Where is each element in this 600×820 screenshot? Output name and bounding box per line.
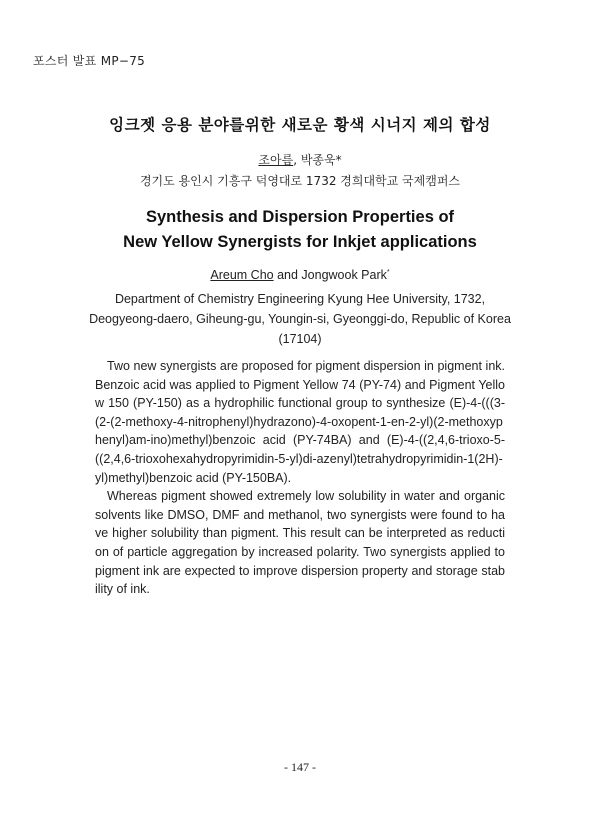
english-title-line-1: Synthesis and Dispersion Properties of — [145, 208, 455, 226]
english-affiliation — [80, 289, 520, 349]
english-title — [0, 205, 600, 255]
english-affiliation-line-2: Deogyeong-daero, Giheung-gu, Youngin-si, Gyeonggi-do, Republic of Korea — [89, 312, 511, 326]
english-title-line-2: New Yellow Synergists for Inkjet applications — [123, 233, 477, 251]
korean-authors — [0, 151, 600, 168]
corresponding-author-mark: * — [386, 268, 390, 276]
abstract — [95, 357, 505, 599]
english-coauthors: and Jongwook Park — [273, 268, 387, 282]
english-authors — [0, 268, 600, 282]
korean-coauthors: , 박종욱* — [293, 153, 342, 167]
english-presenter-name: Areum Cho — [210, 268, 274, 282]
korean-presenter-name: 조아름 — [258, 153, 294, 167]
poster-label: 포스터 발표 MP−75 — [33, 54, 146, 68]
korean-title: 잉크젯 응용 분야를위한 새로운 황색 시너지 제의 합성 — [109, 116, 491, 134]
english-affiliation-line-3: (17104) — [278, 332, 322, 346]
abstract-paragraph-2: Whereas pigment showed extremely low solubility in water and organic solvents like DMSO, DMF and methanol, two synergists were found to have higher solubility than pigment. This result can be interpreted as reduction of particle aggregation by increased polarity. Two synergists applied to pigment ink are expected to improve dispersion property and storage stability of ink. — [95, 489, 505, 597]
page-number: - 147 - — [284, 760, 316, 774]
abstract-paragraph-1: Two new synergists are proposed for pigment dispersion in pigment ink. Benzoic acid was applied to Pigment Yellow 74 (PY-74) and Pigment Yellow 150 (PY-150) as a hydrophilic functional group to synthesize (E)-4-(((3-(2-(2-methoxy-4-nitrophenyl)hydrazono)-4-oxopent-1-en-2-yl)(2-methoxyphenyl)am-ino)methyl)benzoic acid (PY-74BA) and (E)-4-((2,4,6-trioxo-5-((2,4,6-trioxohexahydropyrimidin-5-yl)di-azenyl)tetrahydropyrimidin-1(2H)-yl)methyl)benzoic acid (PY-150BA). — [95, 359, 505, 485]
english-affiliation-line-1: Department of Chemistry Engineering Kyung Hee University, 1732, — [114, 292, 486, 306]
korean-affiliation: 경기도 용인시 기흥구 덕영대로 1732 경희대학교 국제캠퍼스 — [139, 174, 461, 188]
